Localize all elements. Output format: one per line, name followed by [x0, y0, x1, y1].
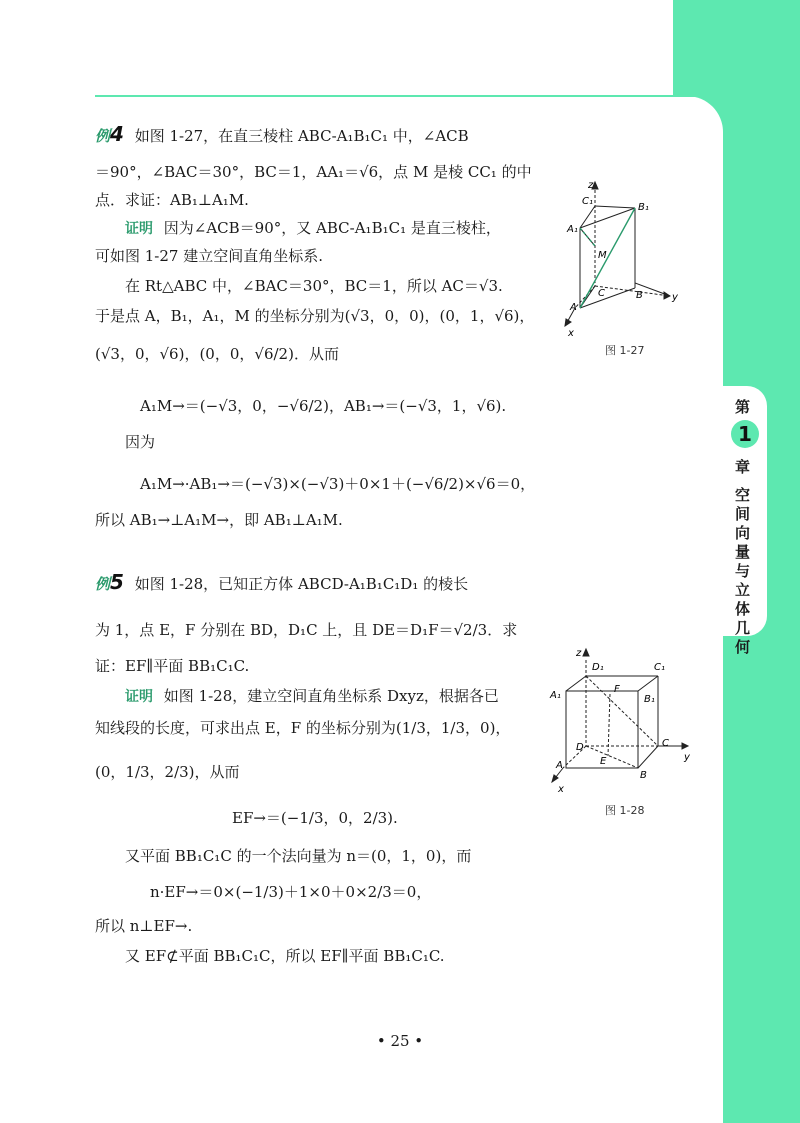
fig28-label-e: E [600, 756, 607, 767]
example4-equation-2: A₁M→·AB₁→＝(−√3)×(−√3)＋0×1＋(−√6/2)×√6＝0， [140, 475, 536, 493]
example4-proof-line-5: (√3，0，√6)，(0，0，√6/2)．从而 [95, 345, 339, 363]
proof-label: 证明 [125, 221, 153, 237]
proof-label: 证明 [125, 689, 153, 705]
fig27-label-y: y [672, 292, 678, 303]
fig28-label-a: A [556, 760, 563, 771]
example4-proof-line-1: 证明 因为∠ACB＝90°，又 ABC-A₁B₁C₁ 是直三棱柱， [125, 219, 501, 237]
chapter-title: 空间向量与立体几何 [735, 486, 751, 656]
example5-proof-line-8: 又 EF⊄平面 BB₁C₁C，所以 EF∥平面 BB₁C₁C. [125, 947, 445, 965]
example5-line-1: 例5 如图 1-28，已知正方体 ABCD-A₁B₁C₁D₁ 的棱长 [95, 570, 469, 594]
chapter-number: 1 [731, 420, 759, 448]
fig27-label-m: M [598, 250, 607, 261]
fig27-label-a1: A₁ [567, 224, 578, 235]
fig28-label-a1: A₁ [550, 690, 561, 701]
example5-equation-1: EF→＝(−1/3，0，2/3). [232, 809, 398, 827]
fig28-label-f: F [614, 684, 620, 695]
example5-proof-line-7: 所以 n⊥EF→. [95, 917, 193, 935]
example4-proof-line-9: 所以 AB₁→⊥A₁M→，即 AB₁⊥A₁M. [95, 511, 343, 529]
example4-label: 例4 [95, 122, 124, 146]
fig27-label-c: C [598, 288, 605, 299]
example4-line-2: ＝90°，∠BAC＝30°，BC＝1，AA₁＝√6，点 M 是棱 CC₁ 的中 [95, 163, 532, 181]
fig27-label-c1: C₁ [582, 196, 593, 207]
fig28-label-c1: C₁ [654, 662, 665, 673]
fig27-label-x: x [568, 328, 574, 338]
fig28-label-d: D [576, 742, 584, 753]
example4-equation-1: A₁M→＝(−√3，0，−√6/2)，AB₁→＝(−√3，1，√6). [140, 397, 507, 415]
chapter-di: 第 [735, 398, 751, 416]
fig28-label-y: y [684, 752, 690, 763]
fig28-label-b: B [640, 770, 647, 781]
figure-1-27 [560, 178, 690, 338]
example4-proof-line-2: 可如图 1-27 建立空间直角坐标系. [95, 247, 324, 265]
example5-proof-line-2: 知线段的长度，可求出点 E，F 的坐标分别为(1/3，1/3，0)， [95, 719, 511, 737]
figure-1-28-caption: 图 1-28 [605, 804, 645, 817]
example5-proof-line-1: 证明 如图 1-28，建立空间直角坐标系 Dxyz，根据各已 [125, 687, 499, 705]
example5-label: 例5 [95, 570, 124, 594]
top-rule [95, 95, 723, 97]
fig28-label-z: z [576, 648, 582, 659]
example5-proof-line-5: 又平面 BB₁C₁C 的一个法向量为 n＝(0，1，0)，而 [125, 847, 472, 865]
figure-1-27-caption: 图 1-27 [605, 344, 645, 357]
example5-line-2: 为 1，点 E，F 分别在 BD，D₁C 上，且 DE＝D₁F＝√2/3．求 [95, 621, 518, 639]
page-number: • 25 • [376, 1032, 424, 1050]
fig27-label-a: A [570, 302, 577, 313]
example4-line-3: 点．求证：AB₁⊥A₁M. [95, 191, 249, 209]
figure-1-28 [548, 646, 698, 796]
fig27-label-z: z [588, 180, 594, 191]
example5-line-3: 证：EF∥平面 BB₁C₁C. [95, 657, 250, 675]
example5-equation-2: n·EF→＝0×(−1/3)＋1×0＋0×2/3＝0， [150, 883, 432, 901]
fig27-label-b1: B₁ [638, 202, 649, 213]
example4-proof-line-4: 于是点 A，B₁，A₁，M 的坐标分别为(√3，0，0)，(0，1，√6)， [95, 307, 535, 325]
example4-proof-line-3: 在 Rt△ABC 中，∠BAC＝30°，BC＝1，所以 AC＝√3. [125, 277, 503, 295]
fig28-label-c: C [662, 738, 669, 749]
example5-proof-line-3: (0，1/3，2/3)，从而 [95, 763, 240, 781]
fig28-label-d1: D₁ [592, 662, 604, 673]
example4-proof-line-7: 因为 [125, 433, 156, 451]
example4-line-1: 例4 如图 1-27，在直三棱柱 ABC-A₁B₁C₁ 中，∠ACB [95, 122, 469, 146]
fig28-label-x: x [558, 784, 564, 795]
fig27-label-b: B [636, 290, 643, 301]
chapter-zhang: 章 [735, 458, 751, 476]
fig28-label-b1: B₁ [644, 694, 655, 705]
